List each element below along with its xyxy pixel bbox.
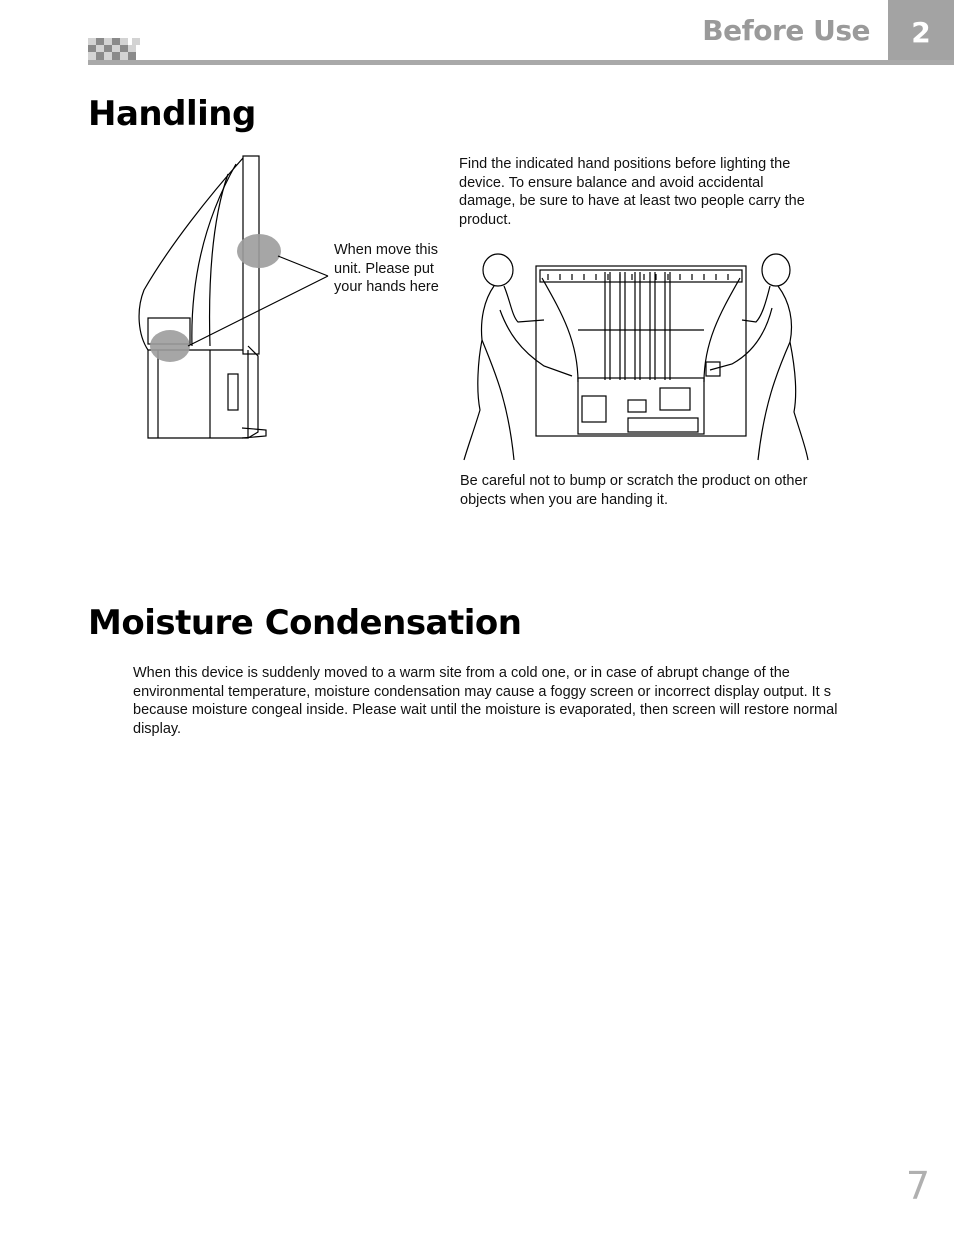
tv-side-view-illustration <box>130 150 460 450</box>
handling-heading: Handling <box>88 94 256 134</box>
moisture-heading: Moisture Condensation <box>88 603 522 643</box>
page-number: 7 <box>905 1164 930 1208</box>
checker-logo-icon <box>88 38 140 60</box>
chapter-number: 2 <box>911 16 931 49</box>
header-rule <box>88 60 954 65</box>
chapter-number-badge <box>888 0 954 65</box>
hand-position-marker-lower <box>150 330 190 362</box>
hand-position-marker-upper <box>237 234 281 268</box>
section-title: Before Use <box>702 14 870 47</box>
hand-position-callout: When move this unit. Please put your hands here <box>334 242 439 295</box>
handling-caution: Be careful not to bump or scratch the product on other objects when you are handing it. <box>460 473 808 508</box>
handling-instructions: Find the indicated hand positions before lighting the device. To ensure balance and avoid accidental damage, be sure to have at least two people carry the product. <box>459 156 805 228</box>
moisture-body: When this device is suddenly moved to a warm site from a cold one, or in case of abrupt change of the environmental temperature, moisture condensation may cause a foggy screen or incorrect display output. It s because moisture congeal inside. Please wait until the moisture is evaporated, then screen will restore normal display. <box>133 665 838 737</box>
two-people-carrying-illustration <box>460 250 810 462</box>
